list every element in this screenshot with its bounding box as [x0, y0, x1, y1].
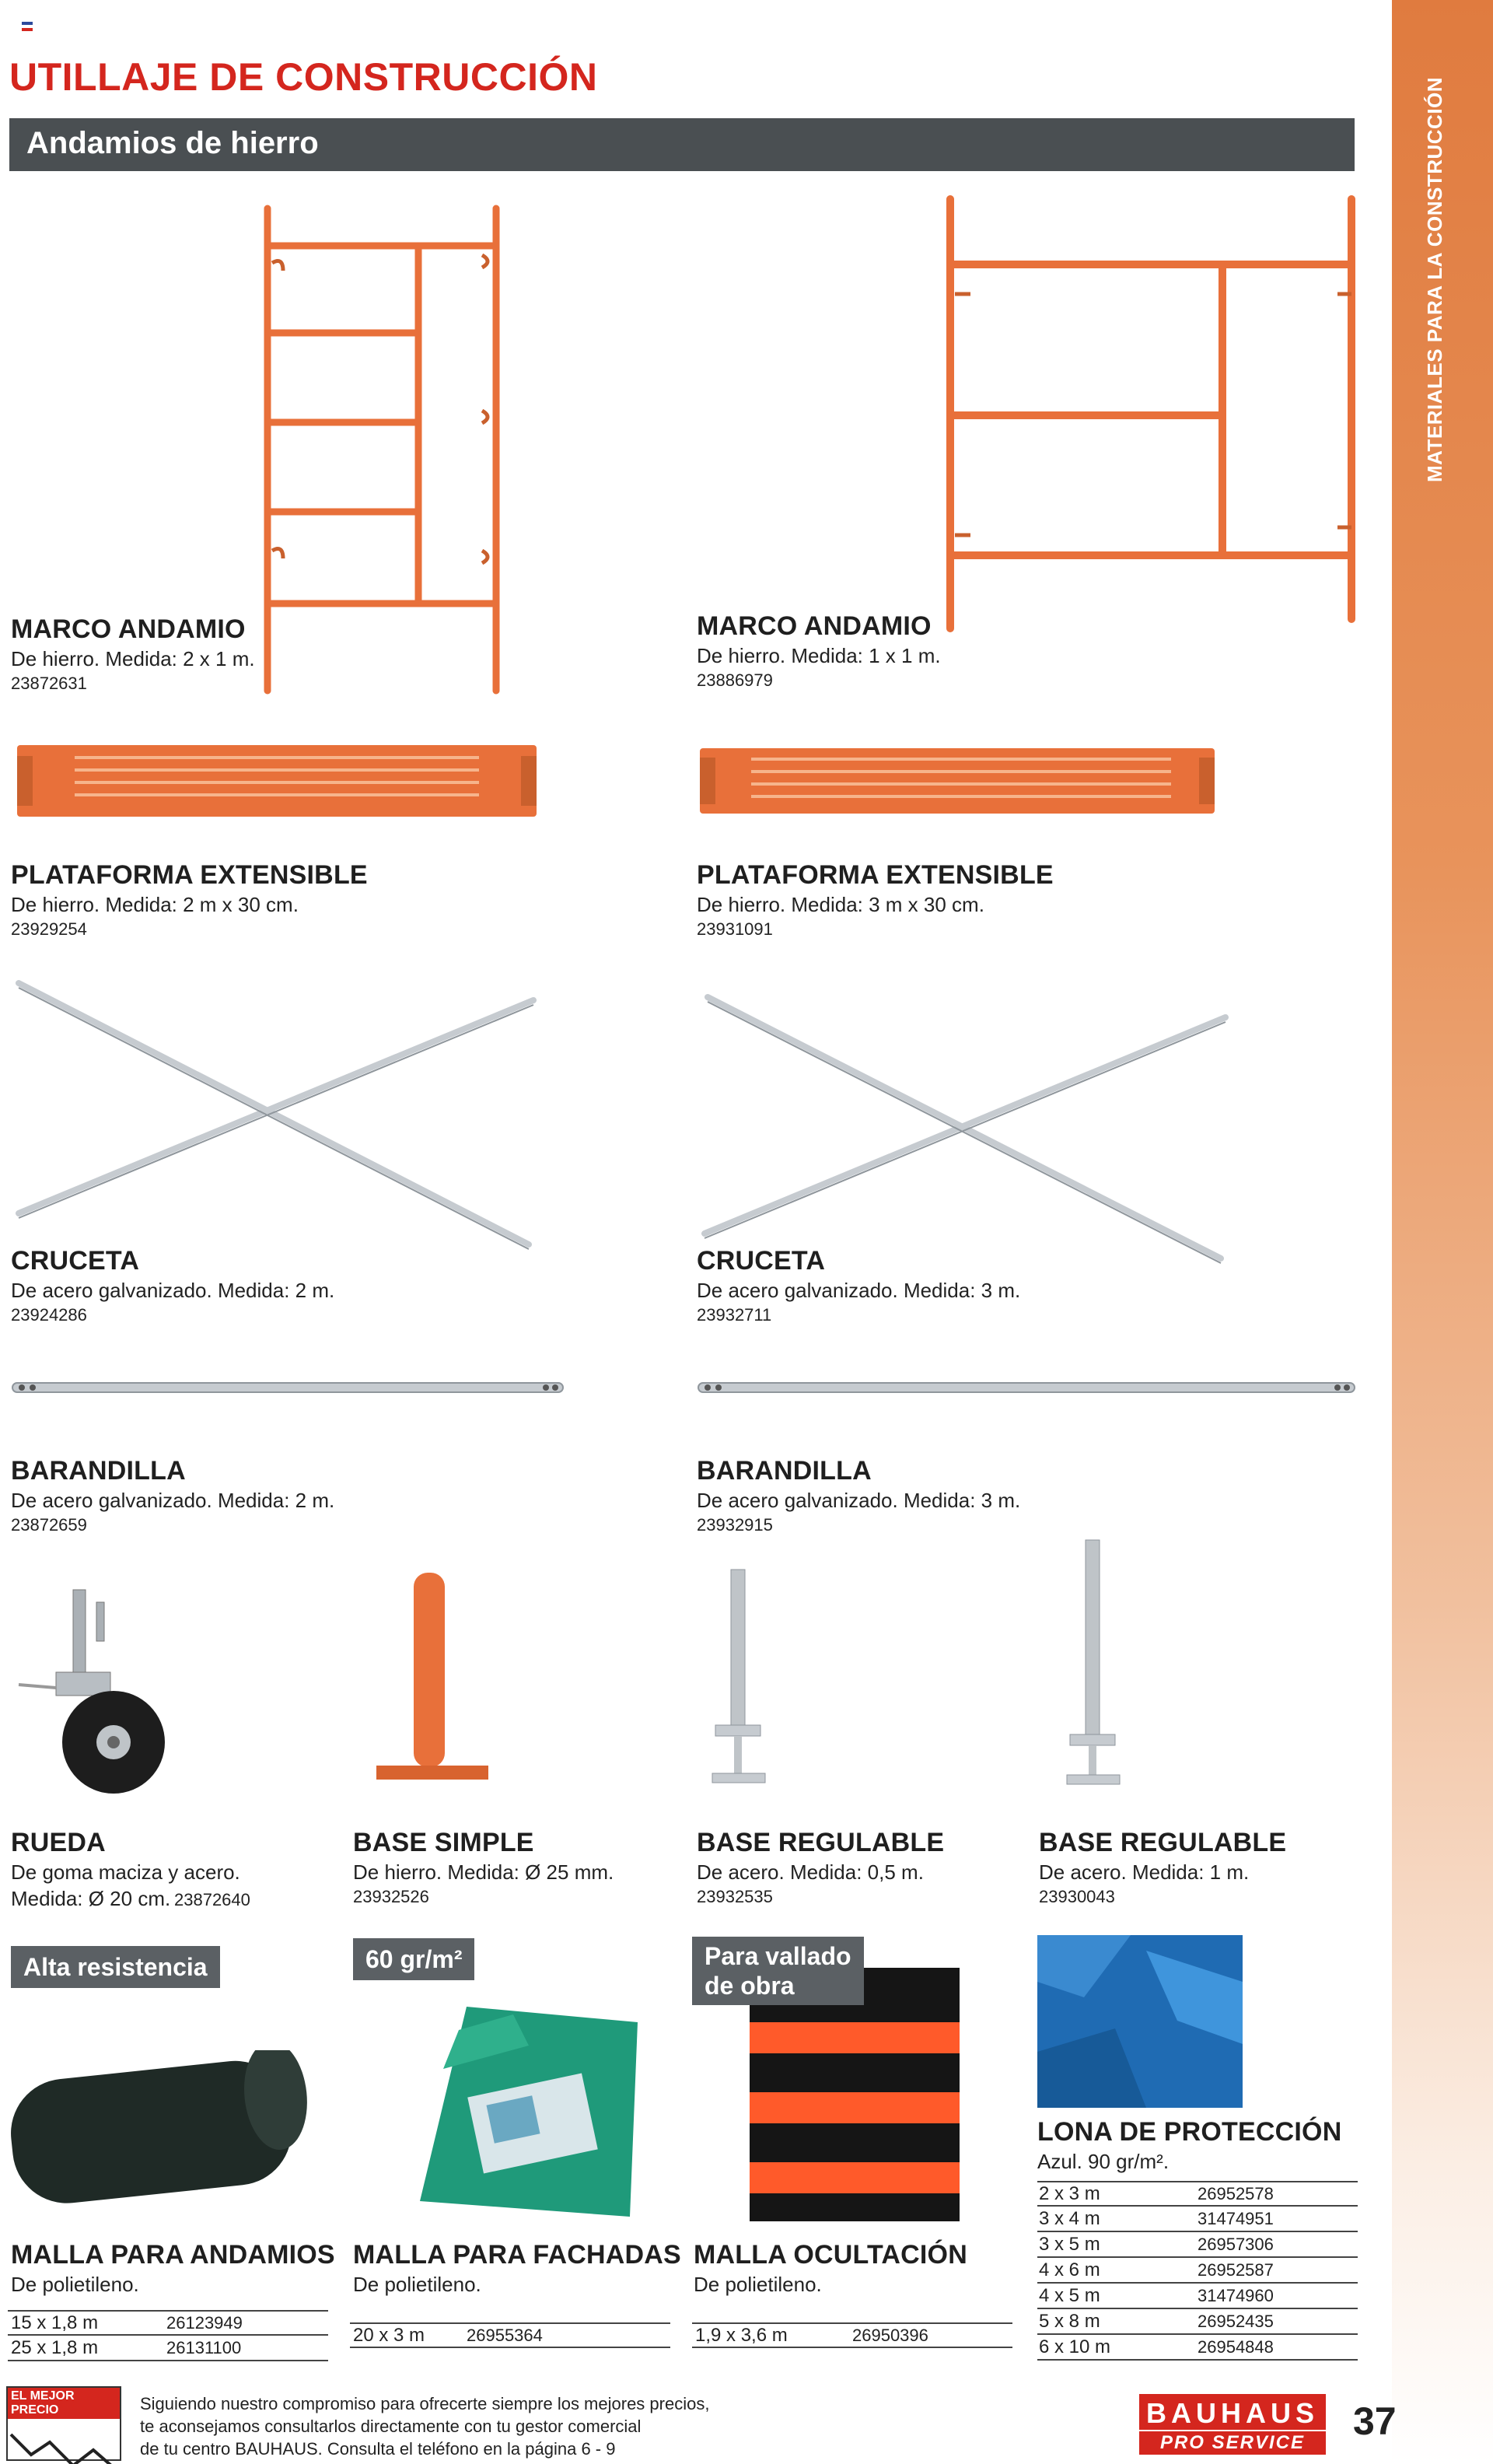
product-name: CRUCETA: [11, 1246, 140, 1276]
size-cell: 5 x 8 m: [1039, 2310, 1100, 2332]
product-code: 23932711: [697, 1305, 772, 1325]
size-cell: 4 x 6 m: [1039, 2259, 1100, 2280]
product-code: 23931091: [697, 919, 773, 939]
product-desc: De hierro. Medida: 3 m x 30 cm.: [697, 893, 984, 916]
product-name: MARCO ANDAMIO: [11, 614, 246, 644]
product-code: 23932526: [353, 1887, 429, 1906]
best-price-badge: [6, 2386, 121, 2461]
product-name: PLATAFORMA EXTENSIBLE: [697, 860, 1054, 890]
code-cell: 31474951: [1198, 2208, 1274, 2228]
product-name: BASE REGULABLE: [1039, 1828, 1287, 1857]
tag-gramaje: 60 gr/m²: [353, 1938, 474, 1980]
product-desc: De acero. Medida: 0,5 m.: [697, 1860, 924, 1884]
cruceta-3m-image: [697, 986, 1233, 1266]
product-code: 23886979: [697, 670, 773, 690]
product-name: BASE SIMPLE: [353, 1828, 534, 1857]
code-cell: 26952578: [1198, 2183, 1274, 2203]
tag-vallado: [692, 1937, 864, 2005]
product-desc: De acero galvanizado. Medida: 3 m.: [697, 1279, 1021, 1302]
flag-icon: [22, 22, 33, 31]
size-table: [350, 2322, 670, 2348]
table-row: [1037, 2232, 1358, 2258]
product-name: LONA DE PROTECCIÓN: [1037, 2117, 1342, 2147]
product-code: 23872631: [11, 674, 87, 693]
code-cell: 26952435: [1198, 2311, 1274, 2331]
size-cell: 6 x 10 m: [1039, 2336, 1111, 2357]
cruceta-2m-image: [8, 972, 544, 1252]
table-row: [8, 2310, 328, 2336]
product-desc: De acero. Medida: 1 m.: [1039, 1860, 1250, 1884]
product-name: MARCO ANDAMIO: [697, 611, 932, 641]
product-name: MALLA PARA ANDAMIOS: [11, 2240, 335, 2270]
marco-andamio-1x1-image: [933, 193, 1369, 644]
product-desc: De polietileno.: [694, 2273, 822, 2296]
product-desc: De acero galvanizado. Medida: 2 m.: [11, 1279, 335, 1302]
product-desc: De polietileno.: [353, 2273, 481, 2296]
product-code: 23932535: [697, 1887, 773, 1906]
product-code: 23932915: [697, 1515, 773, 1535]
product-desc: De hierro. Medida: 1 x 1 m.: [697, 644, 941, 667]
plataforma-3m-image: [697, 744, 1218, 821]
table-row: [8, 2336, 328, 2361]
page-number: 37: [1353, 2399, 1397, 2443]
table-row: [1037, 2181, 1358, 2207]
product-name: BARANDILLA: [11, 1456, 186, 1486]
lona-proteccion-image: [1037, 1935, 1243, 2108]
product-name: MALLA PARA FACHADAS: [353, 2240, 681, 2270]
malla-andamios-image: [5, 2050, 320, 2206]
product-code: 23872659: [11, 1515, 87, 1535]
best-price-label: EL MEJOR PRECIO: [8, 2388, 120, 2419]
size-cell: 15 x 1,8 m: [11, 2312, 99, 2333]
plataforma-2m-image: [12, 739, 541, 824]
sidebar-label: MATERIALES PARA LA CONSTRUCCIÓN: [1423, 76, 1446, 482]
code-cell: 26123949: [166, 2312, 243, 2333]
size-table: [692, 2322, 1012, 2348]
marco-andamio-2x1-image: [249, 201, 513, 698]
table-row: [1037, 2207, 1358, 2232]
code-cell: 26950396: [852, 2325, 928, 2345]
malla-ocultacion-image: [750, 1968, 960, 2221]
footer-line: de tu centro BAUHAUS. Consulta el teléfono en la página 6 - 9: [140, 2439, 616, 2459]
product-desc: Azul. 90 gr/m².: [1037, 2150, 1170, 2173]
product-code: 23930043: [1039, 1887, 1115, 1906]
bauhaus-logo: [1139, 2394, 1326, 2455]
size-cell: 1,9 x 3,6 m: [695, 2324, 788, 2346]
product-name: RUEDA: [11, 1828, 106, 1857]
size-table: [1037, 2181, 1358, 2361]
product-code: 23872640: [174, 1890, 250, 1909]
logo-text: BAUHAUS: [1139, 2394, 1326, 2430]
page-title: UTILLAJE DE CONSTRUCCIÓN: [9, 55, 598, 99]
tag-line: Para vallado: [705, 1942, 851, 1970]
base-regulable-1m-image: [1054, 1537, 1132, 1801]
product-name: CRUCETA: [697, 1246, 826, 1276]
table-row: [1037, 2284, 1358, 2309]
code-cell: 26954848: [1198, 2336, 1274, 2357]
logo-subtext: PRO SERVICE: [1139, 2431, 1326, 2455]
product-desc: De hierro. Medida: 2 m x 30 cm.: [11, 893, 299, 916]
size-cell: 25 x 1,8 m: [11, 2336, 99, 2358]
product-name: PLATAFORMA EXTENSIBLE: [11, 860, 368, 890]
code-cell: 31474960: [1198, 2285, 1274, 2305]
code-cell: 26952587: [1198, 2259, 1274, 2280]
size-cell: 4 x 5 m: [1039, 2284, 1100, 2306]
tag-line: de obra: [705, 1972, 795, 2000]
barandilla-2m-image: [9, 1377, 566, 1400]
product-desc: De acero galvanizado. Medida: 2 m.: [11, 1489, 335, 1512]
malla-fachadas-image: [412, 1999, 645, 2224]
barandilla-3m-image: [695, 1377, 1358, 1400]
table-row: [350, 2322, 670, 2348]
table-row: [1037, 2335, 1358, 2361]
tag-alta-resistencia: Alta resistencia: [11, 1946, 220, 1988]
product-desc: De polietileno.: [11, 2273, 139, 2296]
section-title: Andamios de hierro: [26, 126, 319, 160]
table-row: [692, 2322, 1012, 2348]
table-row: [1037, 2258, 1358, 2284]
product-desc: De hierro. Medida: 2 x 1 m.: [11, 647, 255, 670]
base-simple-image: [370, 1570, 495, 1787]
size-cell: 2 x 3 m: [1039, 2182, 1100, 2204]
code-cell: 26955364: [467, 2325, 543, 2345]
base-regulable-05-image: [700, 1566, 778, 1792]
price-chart-icon: [8, 2419, 120, 2464]
code-cell: 26131100: [166, 2337, 242, 2357]
product-name: MALLA OCULTACIÓN: [694, 2240, 967, 2270]
product-desc: De goma maciza y acero.: [11, 1860, 240, 1884]
product-name: BARANDILLA: [697, 1456, 872, 1486]
product-desc: De acero galvanizado. Medida: 3 m.: [697, 1489, 1021, 1512]
rueda-image: [12, 1587, 176, 1797]
product-desc: De hierro. Medida: Ø 25 mm.: [353, 1860, 614, 1884]
product-code: 23924286: [11, 1305, 87, 1325]
product-desc: Medida: Ø 20 cm.: [11, 1887, 171, 1910]
table-row: [1037, 2309, 1358, 2335]
size-table: [8, 2310, 328, 2361]
size-cell: 3 x 4 m: [1039, 2207, 1100, 2229]
footer-line: te aconsejamos consultarlos directamente con tu gestor comercial: [140, 2417, 642, 2436]
footer-line: Siguiendo nuestro compromiso para ofrecerte siempre los mejores precios,: [140, 2394, 710, 2413]
footer-note: [140, 2392, 746, 2460]
code-cell: 26957306: [1198, 2234, 1274, 2254]
size-cell: 3 x 5 m: [1039, 2233, 1100, 2255]
product-code: 23929254: [11, 919, 87, 939]
size-cell: 20 x 3 m: [353, 2324, 425, 2346]
product-name: BASE REGULABLE: [697, 1828, 945, 1857]
